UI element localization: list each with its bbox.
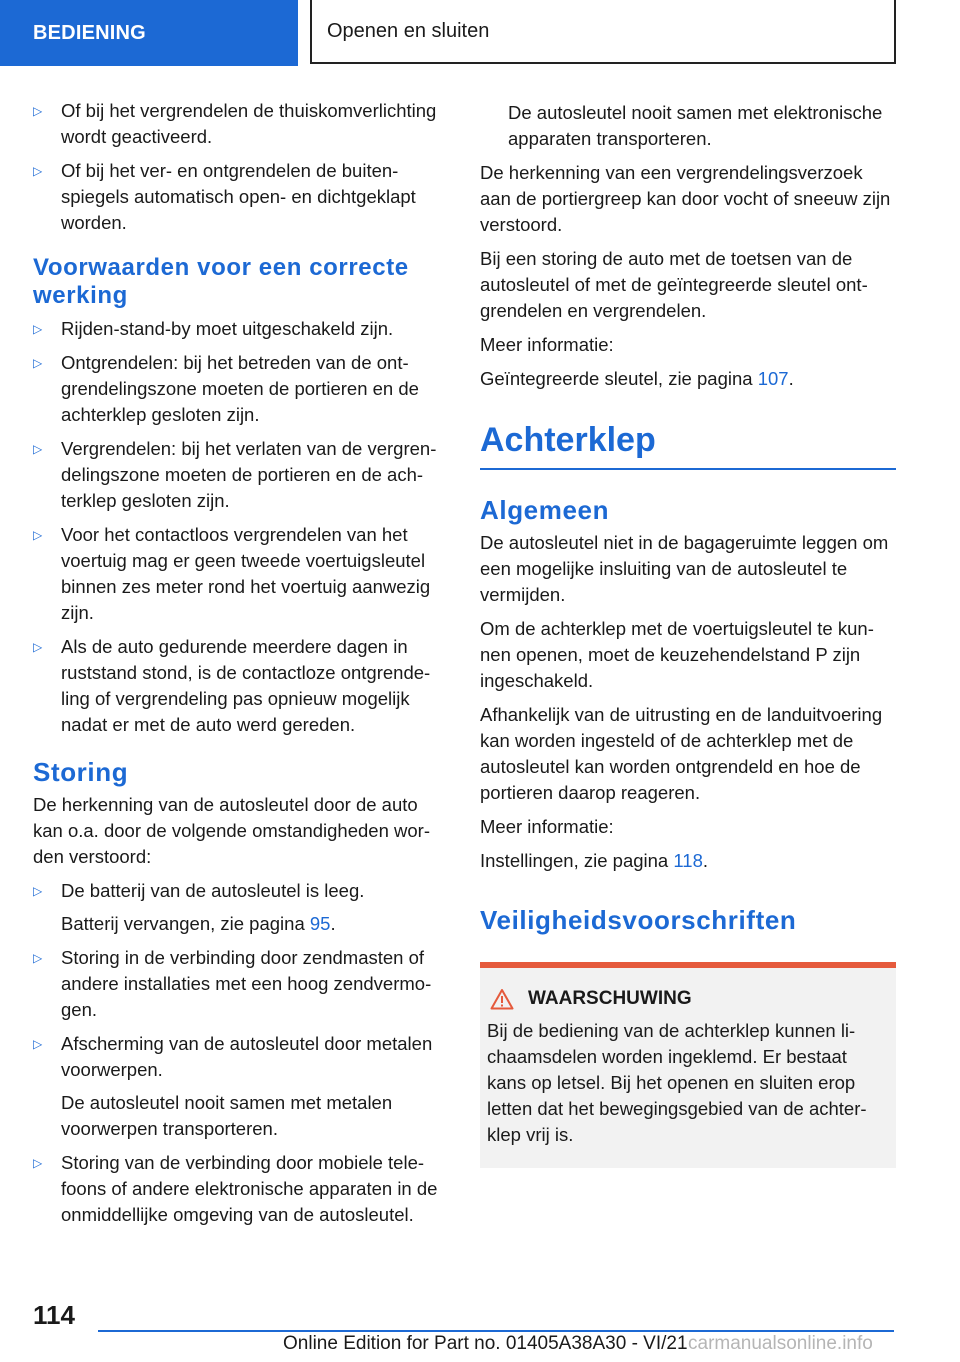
footer-edition: Online Edition for Part no. 01405A38A30 - VI/21: [283, 1333, 688, 1354]
bullet-triangle-icon: ▷: [33, 640, 43, 654]
bullet-triangle-icon: ▷: [33, 1156, 43, 1170]
bullet-triangle-icon: ▷: [33, 884, 43, 898]
list-item: ▷ Ontgrendelen: bij het betreden van de ontgrendelingszone moeten de portieren en de achterklep gesloten zijn.: [33, 352, 419, 425]
paragraph: De autosleutel niet in de bagageruimte leggen om een mogelijke insluiting van de autosleutel te vermijden.: [480, 532, 889, 605]
bullet-triangle-icon: ▷: [33, 528, 43, 542]
list-item: ▷ Of bij het vergrendelen de thuiskomverlichting wordt geactiveerd.: [33, 100, 437, 147]
list-item: ▷ Storing van de verbinding door mobiele telefoons of andere elektronische apparaten in de onmiddellijke omgeving van de autosleutel.: [33, 1152, 438, 1225]
heading-algemeen: Algemeen: [480, 495, 610, 525]
chapter-header: [310, 0, 896, 64]
bullet-triangle-icon: ▷: [33, 164, 43, 178]
section-title: BEDIENING: [33, 21, 146, 44]
page-link-95[interactable]: 95: [309, 913, 331, 934]
bullet-list-voorwaarden: [33, 316, 448, 738]
footer-divider: [98, 1330, 894, 1332]
paragraph: Om de achterklep met de voertuigsleutel te kunnen openen, moet de keuzehendelstand P zijn ingeschakeld.: [480, 618, 874, 691]
left-column: [33, 98, 448, 1236]
paragraph: Bij een storing de auto met de toetsen van de autosleutel of met de geïntegreerde sleutel ontgrendelen en vergrendelen.: [480, 248, 868, 321]
reference: Instellingen, zie pagina 118.: [480, 850, 708, 871]
list-item: ▷ Rijden-stand-by moet uitgeschakeld zijn.: [33, 316, 448, 342]
warning-triangle-icon: [490, 988, 514, 1010]
warning-text: Bij de bediening van de achterklep kunnen lichaamsdelen worden ingeklemd. Er bestaat kans op letsel. Bij het openen en sluiten erop letten dat het bewegingsgebied van de achterklep vrij is.: [487, 1020, 867, 1145]
bullet-triangle-icon: ▷: [33, 356, 43, 370]
page-link-118[interactable]: 118: [673, 850, 703, 871]
meer-informatie: Meer informatie:: [480, 334, 614, 355]
warning-title: WAARSCHUWING: [528, 988, 692, 1009]
heading-voorwaarden: Voorwaarden voor een correcte werking: [33, 254, 409, 309]
list-item: ▷ Vergrendelen: bij het verlaten van de vergrendelingszone moeten de portieren en de achterklep gesloten zijn.: [33, 438, 437, 511]
bullet-triangle-icon: ▷: [33, 1037, 43, 1051]
footer-watermark: carmanualsonline.info: [688, 1333, 873, 1354]
list-item: ▷ De batterij van de autosleutel is leeg. Batterij vervangen, zie pagina 95.: [33, 878, 448, 937]
bullet-triangle-icon: ▷: [33, 951, 43, 965]
paragraph: De herkenning van een vergrendelingsverzoek aan de portiergreep kan door vocht of sneeuw zijn verstoord.: [480, 162, 891, 235]
bullet-triangle-icon: ▷: [33, 104, 43, 118]
bullet-list-top: [33, 98, 448, 236]
list-subtext: Batterij vervangen, zie pagina 95.: [61, 913, 336, 934]
bullet-triangle-icon: ▷: [33, 442, 43, 456]
right-column: [480, 100, 896, 1168]
list-item: ▷ Storing in de verbinding door zendmasten of andere installaties met een hoog zendvermogen.: [33, 947, 432, 1020]
heading-storing: Storing: [33, 757, 129, 787]
list-item: ▷ Als de auto gedurende meerdere dagen in ruststand stond, is de contactloze ontgrendeling of vergrendeling pas opnieuw mogelijk nadat er met de auto werd gereden.: [33, 636, 431, 735]
bullet-triangle-icon: ▷: [33, 322, 43, 336]
list-item: ▷ Voor het contactloos vergrendelen van het voertuig mag er geen tweede voertuigsleutel binnen zes meter rond het voertuig aanwezig zijn.: [33, 524, 431, 623]
heading-veiligheid: Veiligheidsvoorschriften: [480, 905, 797, 935]
paragraph: Afhankelijk van de uitrusting en de landuitvoering kan worden ingesteld of de achterklep met de autosleutel kan worden ontgrendeld en hoe de portieren daarop reageren.: [480, 704, 883, 803]
warning-box: [480, 962, 896, 1168]
meer-informatie: Meer informatie:: [480, 816, 614, 837]
section-tab: [0, 0, 298, 66]
heading-achterklep: Achterklep: [480, 420, 896, 470]
list-subtext-continued: De autosleutel nooit samen met elektronische apparaten transporteren.: [508, 102, 883, 149]
bullet-list-storing: [33, 878, 448, 1228]
list-item: ▷ Of bij het ver- en ontgrendelen de buitenspiegels automatisch open- en dichtgeklapt worden.: [33, 160, 416, 233]
chapter-title: Openen en sluiten: [327, 19, 490, 42]
list-subtext: De autosleutel nooit samen met metalen voorwerpen transporteren.: [61, 1092, 393, 1139]
page-number: 114: [33, 1300, 75, 1330]
list-item: ▷ Afscherming van de autosleutel door metalen voorwerpen. De autosleutel nooit samen met metalen voorwerpen transporteren.: [33, 1031, 448, 1142]
page-link-107[interactable]: 107: [757, 368, 789, 389]
storing-intro: De herkenning van de autosleutel door de auto kan o.a. door de volgende omstandigheden worden verstoord:: [33, 794, 431, 867]
reference: Geïntegreerde sleutel, zie pagina 107.: [480, 368, 794, 389]
warning-header: [487, 986, 888, 1012]
